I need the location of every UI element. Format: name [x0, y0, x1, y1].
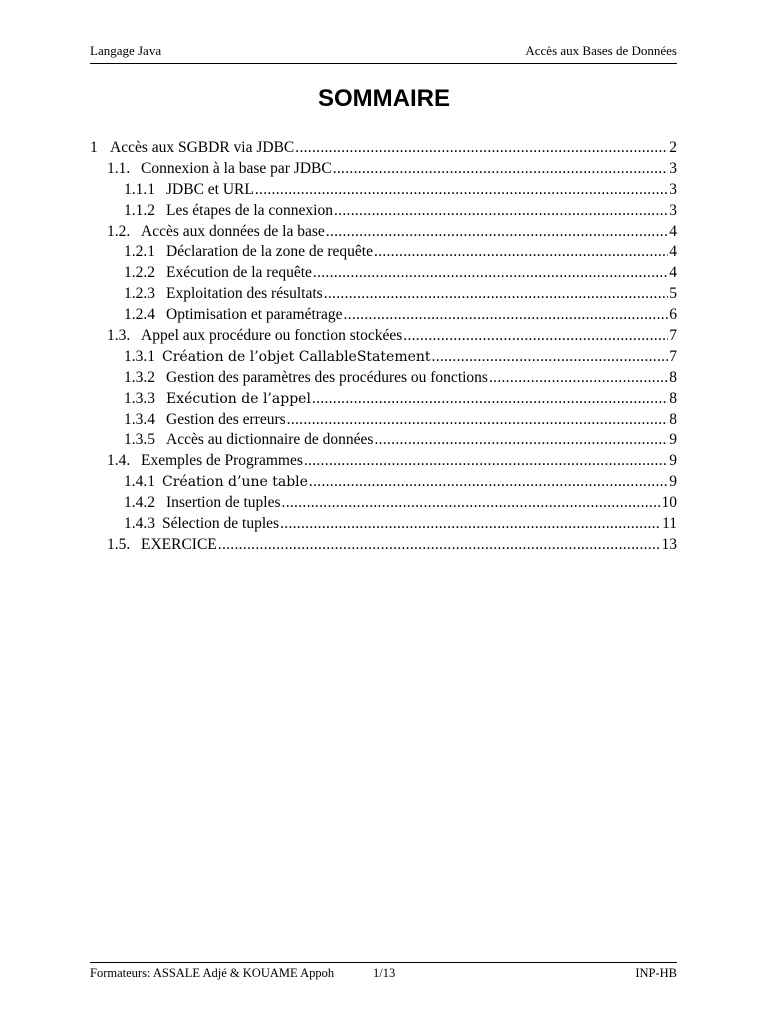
toc-entry-number: 1.1.2 [124, 201, 155, 219]
toc-entry-text: EXERCICE [141, 535, 217, 553]
footer-authors: Formateurs: ASSALE Adjé & KOUAME Appoh [90, 966, 335, 980]
page-title: SOMMAIRE [318, 85, 450, 112]
toc-entry-1-2-1[interactable] [90, 242, 677, 263]
toc-leader-dots [343, 305, 668, 326]
toc-entry-page: 3 [669, 180, 677, 198]
toc-entry-number: 1 [90, 139, 98, 156]
toc-entry-number: 1.2.3 [124, 285, 155, 303]
toc-entry-number: 1.4.3 [124, 515, 155, 533]
toc-entry-text: Les étapes de la connexion [166, 201, 333, 219]
toc-leader-dots [282, 493, 661, 514]
toc-entry-page: 4 [669, 222, 677, 240]
toc-entry-page: 3 [669, 159, 677, 177]
toc-entry-page: 9 [669, 452, 677, 470]
toc-entry-page: 13 [661, 535, 677, 553]
toc-entry-page: 5 [669, 285, 677, 303]
toc-leader-dots [403, 326, 668, 347]
toc-entry-number: 1.4. [107, 452, 131, 470]
toc-entry-page: 9 [669, 473, 677, 491]
toc-leader-dots [333, 159, 669, 180]
toc-entry-text: Déclaration de la zone de requête [166, 243, 373, 261]
toc-entry-text: Création de l’objet CallableStatement [162, 348, 431, 365]
toc-entry-number: 1.2.1 [124, 243, 155, 261]
toc-entry-page: 3 [669, 201, 677, 219]
toc-entry-1-4-2[interactable] [90, 493, 677, 514]
toc-entry-1-3-4[interactable] [90, 410, 677, 431]
toc-leader-dots [295, 138, 668, 159]
toc-entry-page: 7 [669, 347, 677, 365]
page-footer [90, 962, 677, 986]
toc-entry-1-2-2[interactable] [90, 263, 677, 284]
toc-entry-text: Connexion à la base par JDBC [141, 159, 332, 177]
toc-entry-1-3-5[interactable] [90, 430, 677, 451]
toc-entry-number: 1.3.4 [124, 410, 155, 428]
toc-leader-dots [304, 451, 668, 472]
toc-entry-text: Appel aux procédure ou fonction stockées [141, 327, 403, 345]
toc-leader-dots [326, 222, 668, 243]
toc-entry-number: 1.1. [107, 159, 131, 177]
toc-entry-number: 1.4.2 [124, 494, 155, 512]
header-course-title: Langage Java [90, 43, 162, 58]
toc-entry-1-2-3[interactable] [90, 284, 677, 305]
toc-leader-dots [218, 535, 661, 556]
toc-entry-text: JDBC et URL [166, 180, 254, 198]
toc-entry-1-4[interactable] [90, 451, 677, 472]
toc-entry-text: Accès au dictionnaire de données [166, 431, 374, 449]
toc-entry-1-2-4[interactable] [90, 305, 677, 326]
toc-entry-number: 1.2.2 [124, 264, 155, 282]
toc-entry-page: 2 [669, 139, 677, 156]
toc-leader-dots [255, 180, 668, 201]
toc-leader-dots [312, 389, 668, 410]
toc-leader-dots [313, 263, 668, 284]
toc-leader-dots [432, 347, 669, 368]
toc-entry-page: 7 [669, 327, 677, 345]
toc-entry-text: Accès aux données de la base [141, 222, 325, 240]
toc-entry-text: Gestion des paramètres des procédures ou fonctions [166, 368, 488, 386]
toc-entry-1[interactable] [90, 138, 677, 159]
toc-leader-dots [374, 430, 668, 451]
toc-entry-page: 6 [669, 306, 677, 324]
toc-entry-text: Gestion des erreurs [166, 410, 286, 428]
toc-entry-page: 4 [669, 243, 677, 261]
page-header [90, 43, 677, 64]
toc-entry-number: 1.3.2 [124, 368, 155, 386]
footer-institution: INP-HB [635, 966, 677, 980]
toc-entry-number: 1.4.1 [124, 473, 155, 491]
toc-entry-text: Insertion de tuples [166, 494, 281, 512]
toc-entry-page: 9 [669, 431, 677, 449]
toc-entry-page: 4 [669, 264, 677, 282]
toc-entry-text: Création d’une table [162, 474, 308, 491]
toc-entry-page: 8 [669, 368, 677, 386]
toc-entry-1-1[interactable] [90, 159, 677, 180]
header-chapter-title: Accès aux Bases de Données [525, 43, 677, 58]
toc-leader-dots [374, 242, 668, 263]
toc-entry-number: 1.2. [107, 222, 131, 240]
toc-entry-text: Exploitation des résultats [166, 285, 323, 303]
toc-entry-1-3-1[interactable] [90, 347, 677, 368]
toc-leader-dots [324, 284, 669, 305]
toc-entry-1-3-3[interactable] [90, 389, 677, 410]
toc-entry-number: 1.2.4 [124, 306, 155, 324]
toc-entry-page: 10 [661, 494, 677, 512]
toc-entry-1-4-3[interactable] [90, 514, 677, 535]
toc-leader-dots [280, 514, 661, 535]
toc-entry-number: 1.3.1 [124, 347, 155, 365]
footer-page-number: 1/13 [373, 966, 396, 980]
toc-entry-text: Exemples de Programmes [141, 452, 303, 470]
toc-entry-text: Sélection de tuples [162, 515, 280, 533]
toc-leader-dots [309, 472, 668, 493]
toc-entry-1-3-2[interactable] [90, 368, 677, 389]
toc-entry-1-4-1[interactable] [90, 472, 677, 493]
toc-entry-number: 1.1.1 [124, 180, 155, 198]
toc-entry-text: Exécution de la requête [166, 264, 312, 282]
toc-entry-1-1-2[interactable] [90, 201, 677, 222]
toc-entry-text: Accès aux SGBDR via JDBC [110, 139, 295, 156]
toc-entry-1-2[interactable] [90, 222, 677, 243]
toc-entry-text: Exécution de l’appel [166, 390, 311, 407]
toc-entry-1-3[interactable] [90, 326, 677, 347]
toc-entry-text: Optimisation et paramétrage [166, 306, 343, 324]
toc-entry-number: 1.5. [107, 535, 131, 553]
toc-entry-number: 1.3.5 [124, 431, 155, 449]
toc-entry-page: 8 [669, 389, 677, 407]
toc-leader-dots [334, 201, 668, 222]
table-of-contents [90, 138, 677, 556]
toc-leader-dots [489, 368, 668, 389]
toc-entry-1-1-1[interactable] [90, 180, 677, 201]
toc-entry-page: 8 [669, 410, 677, 428]
toc-entry-number: 1.3. [107, 327, 131, 345]
toc-leader-dots [287, 410, 669, 431]
toc-entry-page: 11 [662, 515, 677, 533]
toc-entry-1-5[interactable] [90, 535, 677, 556]
toc-entry-number: 1.3.3 [124, 389, 155, 407]
